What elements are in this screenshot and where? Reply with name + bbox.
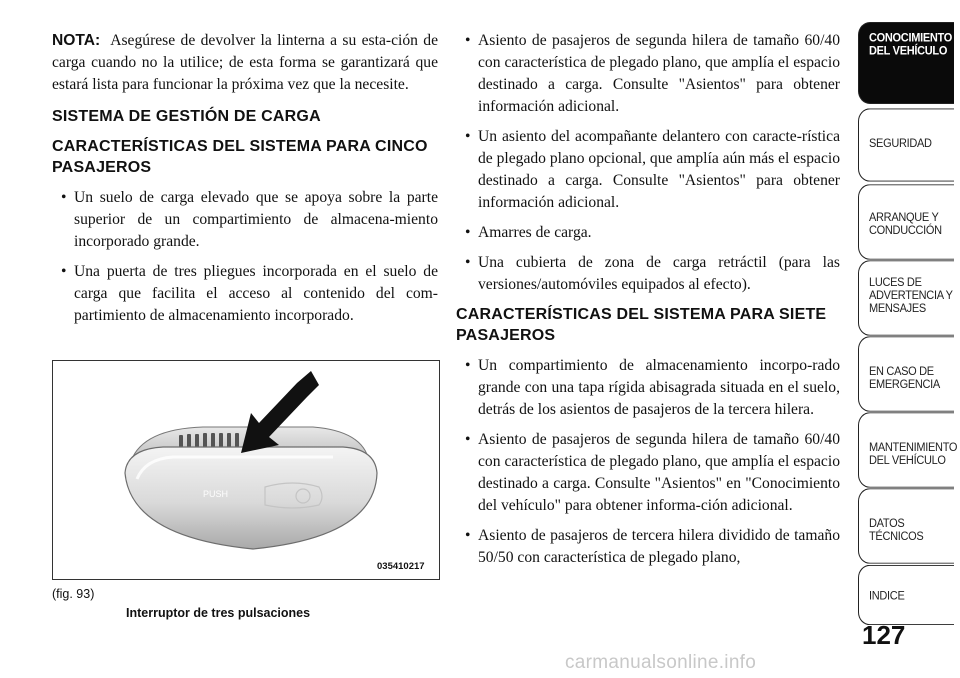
list-item-text: Una puerta de tres pliegues incorporada en el suelo de carga que facilita el acceso al contenido del com-partimiento de almacenamiento incorporado. xyxy=(74,263,438,324)
right-column xyxy=(456,30,840,577)
watermark: carmanualsonline.info xyxy=(565,652,757,673)
tab-label: EMERGENCIA xyxy=(869,378,940,392)
tab-conocimiento[interactable] xyxy=(858,22,954,104)
tab-label: CONOCIMIENTO xyxy=(869,31,952,45)
section-heading-cargo: SISTEMA DE GESTIÓN DE CARGA xyxy=(52,108,321,125)
tab-seguridad[interactable] xyxy=(858,108,954,181)
tab-label: TÉCNICOS xyxy=(869,530,924,544)
list-item-text: Un suelo de carga elevado que se apoya sobre la parte superior de un compartimiento de almacena-miento incorporado grande. xyxy=(74,189,438,250)
tab-emergencia[interactable] xyxy=(858,336,954,412)
figure-number: (fig. 93) xyxy=(52,587,95,601)
list-item-text: Amarres de carga. xyxy=(478,224,592,241)
tab-label: INDICE xyxy=(869,589,905,603)
list-item: • Una cubierta de zona de carga retráctil (para las versiones/automóviles equipados al efecto). xyxy=(465,254,840,293)
section-heading-five-passengers: CARACTERÍSTICAS DEL SISTEMA PARA CINCO PASAJEROS xyxy=(52,138,428,176)
tab-arranque[interactable] xyxy=(858,184,954,260)
list-item: • Asiento de pasajeros de tercera hilera dividido de tamaño 50/50 con característica de plegado plano, xyxy=(465,527,840,566)
tab-mantenimiento[interactable] xyxy=(858,412,958,488)
tab-label: MENSAJES xyxy=(869,302,926,316)
tab-label: DEL VEHÍCULO xyxy=(869,44,948,58)
tab-label: LUCES DE xyxy=(869,276,922,290)
list-item: • Un compartimiento de almacenamiento incorpo-rado grande con una tapa rígida abisagrada situada en el suelo, detrás de los asientos de pasajeros de la tercera hilera. xyxy=(465,357,840,418)
note-paragraph xyxy=(52,30,438,96)
tab-label: EN CASO DE xyxy=(869,365,934,379)
note-text: Asegúrese de devolver la linterna a su esta-ción de carga cuando no la utilice; de esta forma se garantizará que estará lista para funcionar la próxima vez que la necesite. xyxy=(52,32,438,93)
list-item-text: Un asiento del acompañante delantero con caracte-rística de plegado plano opcional, que amplía aún más el espacio destinado a carga. Consulte "Asientos" para obtener información adicional. xyxy=(478,128,840,211)
list-item: • Un suelo de carga elevado que se apoya sobre la parte superior de un compartimiento de almacena-miento incorporado grande. xyxy=(61,189,438,250)
list-item: • Amarres de carga. xyxy=(465,224,592,241)
figure-caption: Interruptor de tres pulsaciones xyxy=(126,606,311,620)
tab-indice[interactable] xyxy=(858,565,954,625)
tab-label: SEGURIDAD xyxy=(869,137,932,151)
list-item: • Asiento de pasajeros de segunda hilera de tamaño 60/40 con característica de plegado plano, que amplía el espacio destinado a carga. Consulte "Asientos" para obtener información adicional. xyxy=(465,32,840,115)
left-column xyxy=(52,30,438,335)
list-item-text: Asiento de pasajeros de segunda hilera de tamaño 60/40 con característica de plegado plano, que amplía el espacio destinado a carga. Consulte "Asientos" para obtener información adicional. xyxy=(478,32,840,115)
tab-label: ADVERTENCIA Y xyxy=(869,289,953,303)
list-item: • Un asiento del acompañante delantero con caracte-rística de plegado plano opcional, que amplía aún más el espacio destinado a carga. Consulte "Asientos" para obtener información adicional. xyxy=(465,128,840,211)
list-item: • Asiento de pasajeros de segunda hilera de tamaño 60/40 con característica de plegado plano, que amplía el espacio destinado a carga. Consulte "Asientos" en "Conocimiento del vehículo" para obtener informa-ción adicional. xyxy=(465,431,840,514)
figure-code: 035410217 xyxy=(377,561,425,572)
chapter-tab-bar xyxy=(858,25,960,623)
tab-label: CONDUCCIÓN xyxy=(869,224,942,238)
page-number: 127 xyxy=(862,620,906,650)
list-item-text: Asiento de pasajeros de tercera hilera dividido de tamaño 50/50 con característica de plegado plano, xyxy=(478,527,840,566)
tab-label: MANTENIMIENTO xyxy=(869,441,958,455)
push-label: PUSH xyxy=(203,489,229,499)
tab-label: DEL VEHÍCULO xyxy=(869,454,946,468)
tab-datos[interactable] xyxy=(858,488,954,564)
list-item-text: Una cubierta de zona de carga retráctil (para las versiones/automóviles equipados al efecto). xyxy=(478,254,840,293)
section-heading-seven-passengers: CARACTERÍSTICAS DEL SISTEMA PARA SIETE PASAJEROS xyxy=(456,306,827,344)
figure-box xyxy=(52,360,440,580)
tab-label: ARRANQUE Y xyxy=(869,211,939,225)
list-item: • Una puerta de tres pliegues incorporada en el suelo de carga que facilita el acceso al contenido del com-partimiento de almacenamiento incorporado. xyxy=(61,263,438,324)
five-passenger-list xyxy=(52,187,438,327)
seven-passenger-list xyxy=(456,355,840,569)
five-passenger-list-continued xyxy=(456,30,840,296)
three-press-switch-illustration xyxy=(53,361,439,579)
list-item-text: Un compartimiento de almacenamiento incorpo-rado grande con una tapa rígida abisagrada situada en el suelo, detrás de los asientos de pasajeros de la tercera hilera. xyxy=(478,357,840,418)
note-label: NOTA: xyxy=(52,32,101,49)
tab-luces[interactable] xyxy=(858,260,954,336)
list-item-text: Asiento de pasajeros de segunda hilera de tamaño 60/40 con característica de plegado plano, que amplía el espacio destinado a carga. Consulte "Asientos" en "Conocimiento del vehículo" para obtener informa-ción adicional. xyxy=(478,431,840,514)
tab-label: DATOS xyxy=(869,517,905,531)
